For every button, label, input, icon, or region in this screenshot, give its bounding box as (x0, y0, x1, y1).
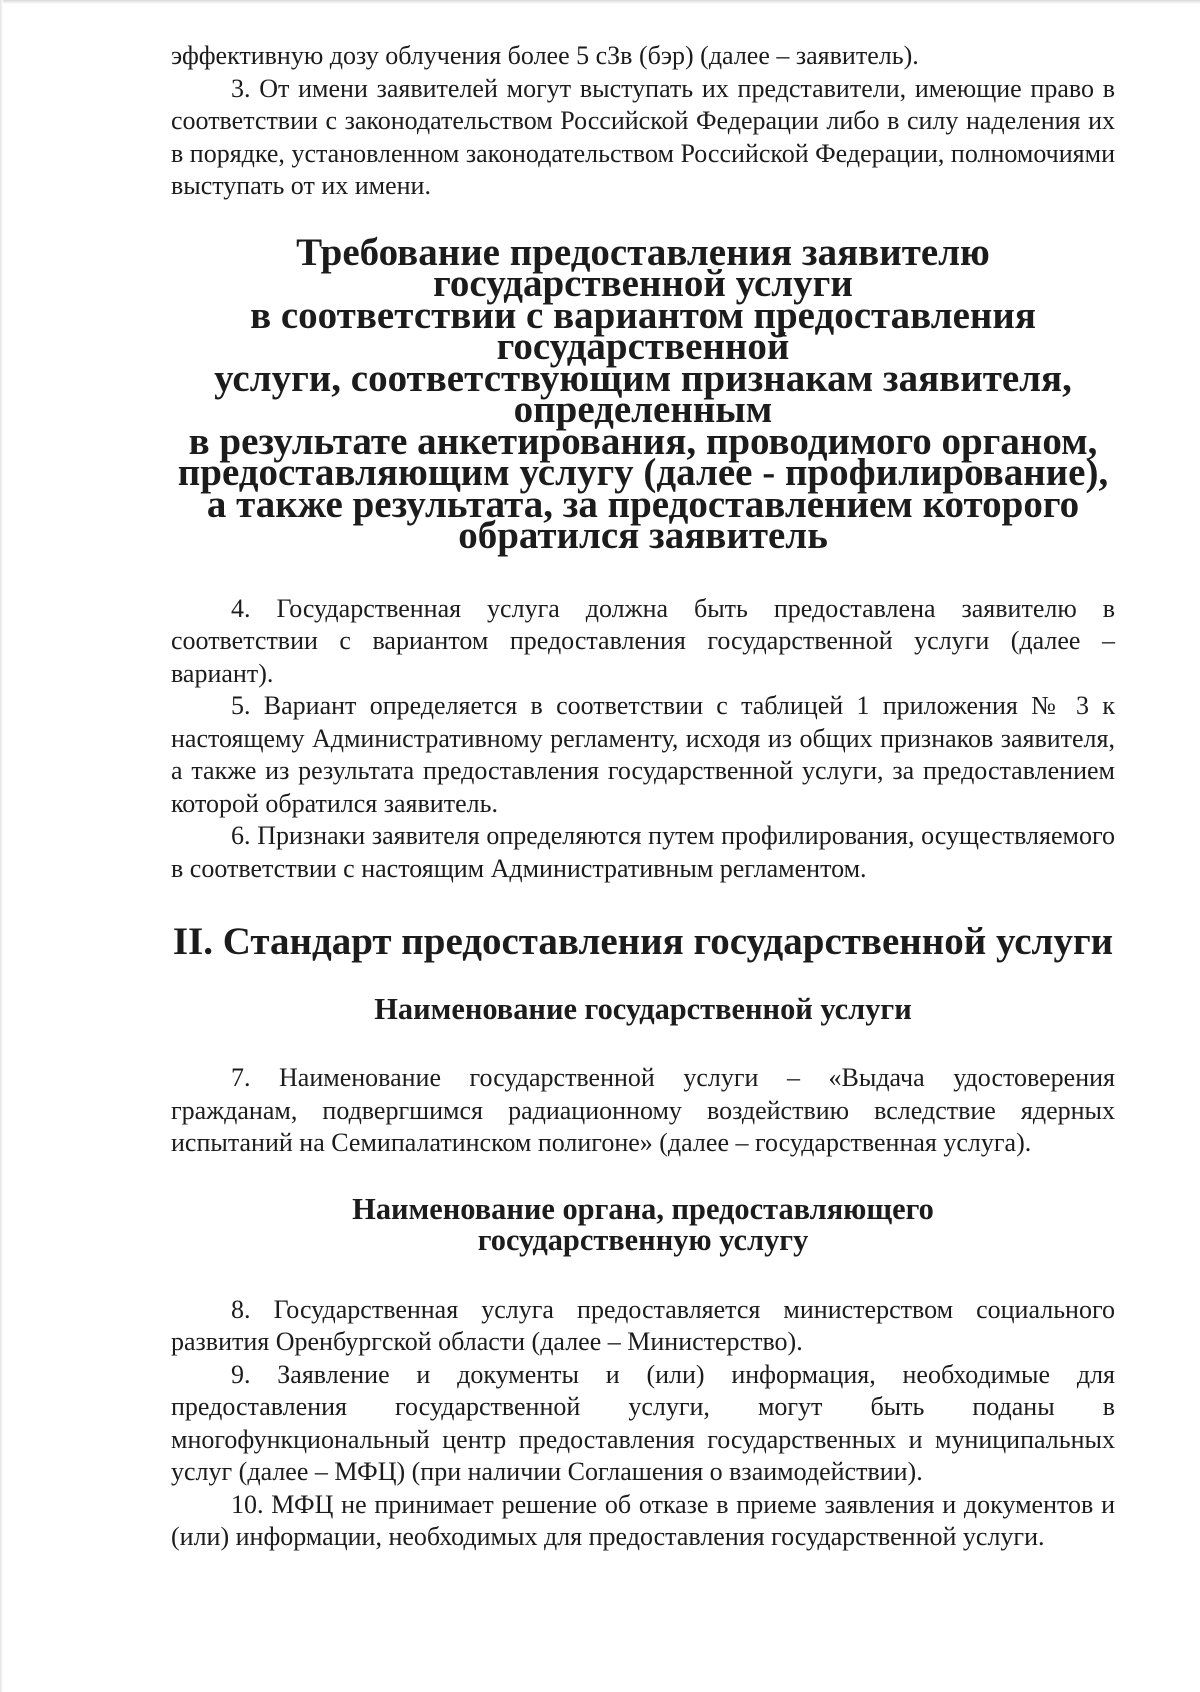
paragraph-7: 7. Наименование государственной услуги – «Выдача удостоверения гражданам, подвергшимся радиационному воздействию вследствие ядерных испытаний на Семипалатинском полигоне» (далее – государственная услуга). (171, 1063, 1115, 1157)
continuation-line: эффективную дозу облучения более 5 сЗв (бэр) (далее – заявитель). (171, 41, 919, 70)
scan-top-edge (0, 0, 1200, 4)
paragraph-5: 5. Вариант определяется в соответствии с таблицей 1 приложения № 3 к настоящему Административному регламенту, исходя из общих признаков заявителя, а также из результата предоставления государственной услуги, за предоставлением которой обратился заявитель. (171, 691, 1115, 818)
heading-authority-line-2: государственную услугу (477, 1223, 809, 1257)
heading-requirement-line-3: услуги, соответствующим признакам заявителя, определенным (214, 356, 1072, 431)
section-2-title: II. Стандарт предоставления государственной услуги (172, 920, 1114, 963)
paragraph-9: 9. Заявление и документы и (или) информация, необходимые для предоставления государственной услуги, могут быть поданы в многофункциональный центр предоставления государственных и муниципальных услуг (далее – МФЦ) (при наличии Соглашения о взаимодействии). (171, 1359, 1115, 1486)
heading-requirement-line-2: в соответствии с вариантом предоставления государственной (250, 293, 1036, 368)
document-body (171, 40, 1115, 1554)
heading-authority-line-1: Наименование органа, предоставляющего (352, 1191, 934, 1226)
paragraph-6: 6. Признаки заявителя определяются путем профилирования, осуществляемого в соответствии с настоящим Административным регламентом. (171, 821, 1115, 883)
heading-requirement-line-6: а также результата, за предоставлением которого (206, 482, 1080, 526)
scan-left-edge (0, 0, 3, 1692)
heading-requirement-line-4: в результате анкетирования, проводимого органом, (188, 419, 1098, 463)
heading-requirement-line-5: предоставляющим услугу (далее - профилирование), (177, 451, 1109, 494)
paragraph-10: 10. МФЦ не принимает решение об отказе в приеме заявления и документов и (или) информации, необходимых для предоставления государственной услуги. (171, 1489, 1115, 1551)
heading-requirement-line-1: Требование предоставления заявителю государственной услуги (296, 230, 990, 305)
paragraph-3: 3. От имени заявителей могут выступать их представители, имеющие право в соответствии с законодательством Российской Федерации либо в силу наделения их в порядке, установленном законодательством Российской Федерации, полномочиями выступать от их имени. (171, 73, 1115, 200)
heading-service-name: Наименование государственной услуги (374, 991, 912, 1026)
paragraph-4: 4. Государственная услуга должна быть предоставлена заявителю в соответствии с вариантом предоставления государственной услуги (далее – вариант). (171, 593, 1115, 688)
heading-requirement (171, 230, 1115, 557)
heading-authority (171, 1191, 1115, 1257)
paragraph-8: 8. Государственная услуга предоставляется министерством социального развития Оренбургской области (далее – Министерство). (171, 1294, 1115, 1356)
heading-requirement-line-7: обратился заявитель (458, 514, 828, 557)
